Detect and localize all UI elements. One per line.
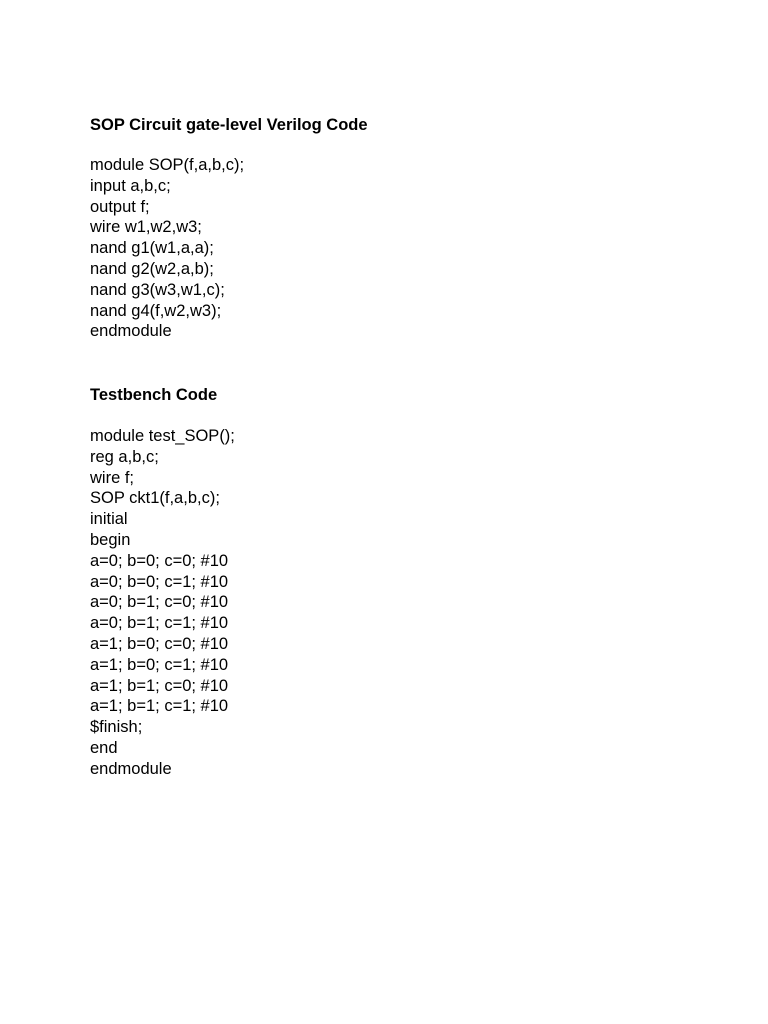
code-line: output f; <box>90 197 150 216</box>
code-line: endmodule <box>90 759 172 778</box>
code-line: nand g4(f,w2,w3); <box>90 301 222 320</box>
code-line: module SOP(f,a,b,c); <box>90 156 245 174</box>
section-heading-testbench-code: Testbench Code <box>90 386 218 404</box>
code-line: a=1; b=1; c=1; #10 <box>90 697 229 716</box>
code-line: a=0; b=1; c=1; #10 <box>90 614 229 633</box>
code-line: a=0; b=0; c=0; #10 <box>90 551 229 570</box>
code-line: nand g3(w3,w1,c); <box>90 280 225 299</box>
code-line: input a,b,c; <box>90 176 171 195</box>
code-line: endmodule <box>90 322 172 341</box>
code-line: a=0; b=1; c=0; #10 <box>90 593 229 612</box>
code-line: a=1; b=0; c=1; #10 <box>90 655 229 674</box>
code-line: initial <box>90 510 128 529</box>
testbench-code-block <box>90 426 235 780</box>
code-line: nand g1(w1,a,a); <box>90 239 214 258</box>
code-line: end <box>90 738 118 757</box>
code-line: SOP ckt1(f,a,b,c); <box>90 489 220 508</box>
verilog-code-block <box>90 155 244 342</box>
code-line: nand g2(w2,a,b); <box>90 259 214 278</box>
code-line: a=1; b=1; c=0; #10 <box>90 676 229 695</box>
code-line: wire f; <box>90 468 135 487</box>
code-line: module test_SOP(); <box>90 427 235 445</box>
code-line: reg a,b,c; <box>90 447 159 466</box>
code-line: a=0; b=0; c=1; #10 <box>90 572 229 591</box>
code-line: $finish; <box>90 718 143 737</box>
code-line: begin <box>90 530 131 549</box>
section-heading-verilog-code: SOP Circuit gate-level Verilog Code <box>90 116 368 134</box>
code-line: a=1; b=0; c=0; #10 <box>90 634 229 653</box>
code-line: wire w1,w2,w3; <box>90 218 202 237</box>
